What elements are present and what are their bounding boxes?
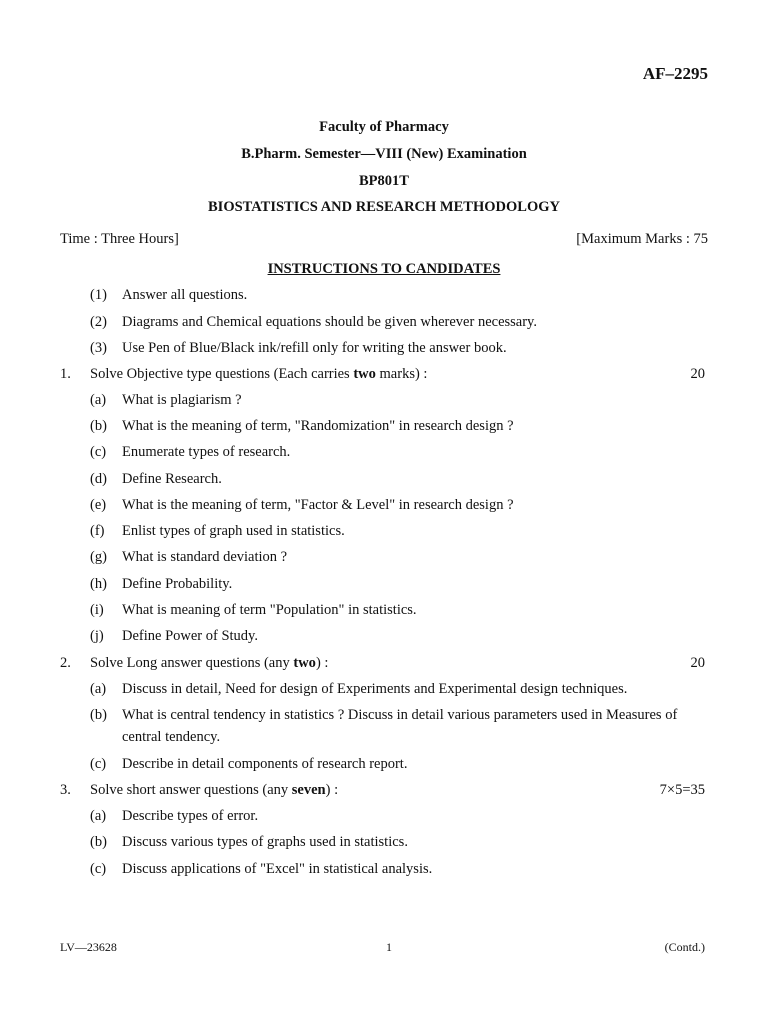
question-number: 1. (60, 366, 71, 382)
instruction-text: Answer all questions. (122, 287, 248, 303)
part-text: Define Research. (122, 471, 222, 487)
footer-code: LV—23628 (60, 940, 117, 954)
time-limit: Time : Three Hours] (60, 231, 179, 247)
part-number: (c) (90, 444, 107, 460)
part-number: (h) (90, 576, 107, 592)
question-heading-bold: seven (291, 782, 326, 798)
part-number: (f) (90, 523, 105, 539)
question-number: 2. (60, 655, 71, 671)
part-number: (a) (90, 392, 107, 408)
instruction-text: Use Pen of Blue/Black ink/refill only for writing the answer book. (122, 340, 507, 356)
faculty-title: Faculty of Pharmacy (319, 119, 449, 135)
part-number: (b) (90, 834, 107, 850)
question-heading (90, 782, 338, 799)
part-number: (d) (90, 471, 107, 487)
part-text: What is the meaning of term, "Factor & Level" in research design ? (122, 497, 514, 513)
part-text: Discuss applications of "Excel" in statistical analysis. (122, 861, 433, 877)
question-heading-text: ) : (325, 782, 339, 798)
part-text: What is standard deviation ? (122, 549, 288, 565)
part-number: (a) (90, 681, 107, 697)
part-number: (c) (90, 756, 107, 772)
question-heading (90, 655, 328, 672)
question-heading-text: Solve short answer questions (any (90, 782, 292, 798)
instruction-number: (2) (90, 314, 107, 330)
max-marks: [Maximum Marks : 75 (576, 231, 708, 247)
part-text: Describe types of error. (122, 808, 259, 824)
question-heading-text: Solve Long answer questions (any (90, 655, 294, 671)
page-number: 1 (386, 940, 392, 954)
part-text: What is central tendency in statistics ? Discuss in detail various parameters used in Measures of (122, 707, 678, 723)
part-text: Enumerate types of research. (122, 444, 291, 460)
exam-title: B.Pharm. Semester—VIII (New) Examination (241, 146, 527, 162)
instruction-text: Diagrams and Chemical equations should be given wherever necessary. (122, 314, 537, 330)
part-text: Discuss various types of graphs used in statistics. (122, 834, 408, 850)
question-heading-bold: two (353, 366, 376, 382)
part-number: (j) (90, 628, 104, 644)
question-heading-text: marks) : (375, 366, 428, 382)
question-marks: 20 (690, 655, 705, 671)
part-text: Define Probability. (122, 576, 233, 592)
question-marks: 7×5=35 (659, 782, 705, 798)
course-code: BP801T (359, 173, 409, 189)
part-text: Discuss in detail, Need for design of Experiments and Experimental design techniques. (122, 681, 628, 697)
part-number: (b) (90, 707, 107, 723)
question-heading-text: Solve Objective type questions (Each carries (90, 366, 354, 382)
part-number: (c) (90, 861, 107, 877)
subject-title: BIOSTATISTICS AND RESEARCH METHODOLOGY (208, 199, 560, 215)
part-text: Define Power of Study. (122, 628, 258, 644)
question-marks: 20 (690, 366, 705, 382)
question-heading (90, 366, 427, 383)
part-number: (b) (90, 418, 107, 434)
continued-label: (Contd.) (664, 940, 705, 954)
part-number: (a) (90, 808, 107, 824)
question-number: 3. (60, 782, 71, 798)
part-text: What is the meaning of term, "Randomization" in research design ? (122, 418, 514, 434)
part-text: Describe in detail components of research report. (122, 756, 408, 772)
instructions-title: INSTRUCTIONS TO CANDIDATES (267, 261, 501, 277)
instruction-number: (3) (90, 340, 107, 356)
part-text-continued: central tendency. (122, 729, 221, 745)
question-heading-bold: two (293, 655, 316, 671)
instruction-number: (1) (90, 287, 107, 303)
part-text: What is meaning of term "Population" in statistics. (122, 602, 417, 618)
part-text: What is plagiarism ? (122, 392, 242, 408)
paper-code: AF–2295 (642, 64, 708, 83)
part-text: Enlist types of graph used in statistics. (122, 523, 345, 539)
question-heading-text: ) : (315, 655, 329, 671)
part-number: (i) (90, 602, 104, 618)
part-number: (e) (90, 497, 107, 513)
part-number: (g) (90, 549, 107, 565)
